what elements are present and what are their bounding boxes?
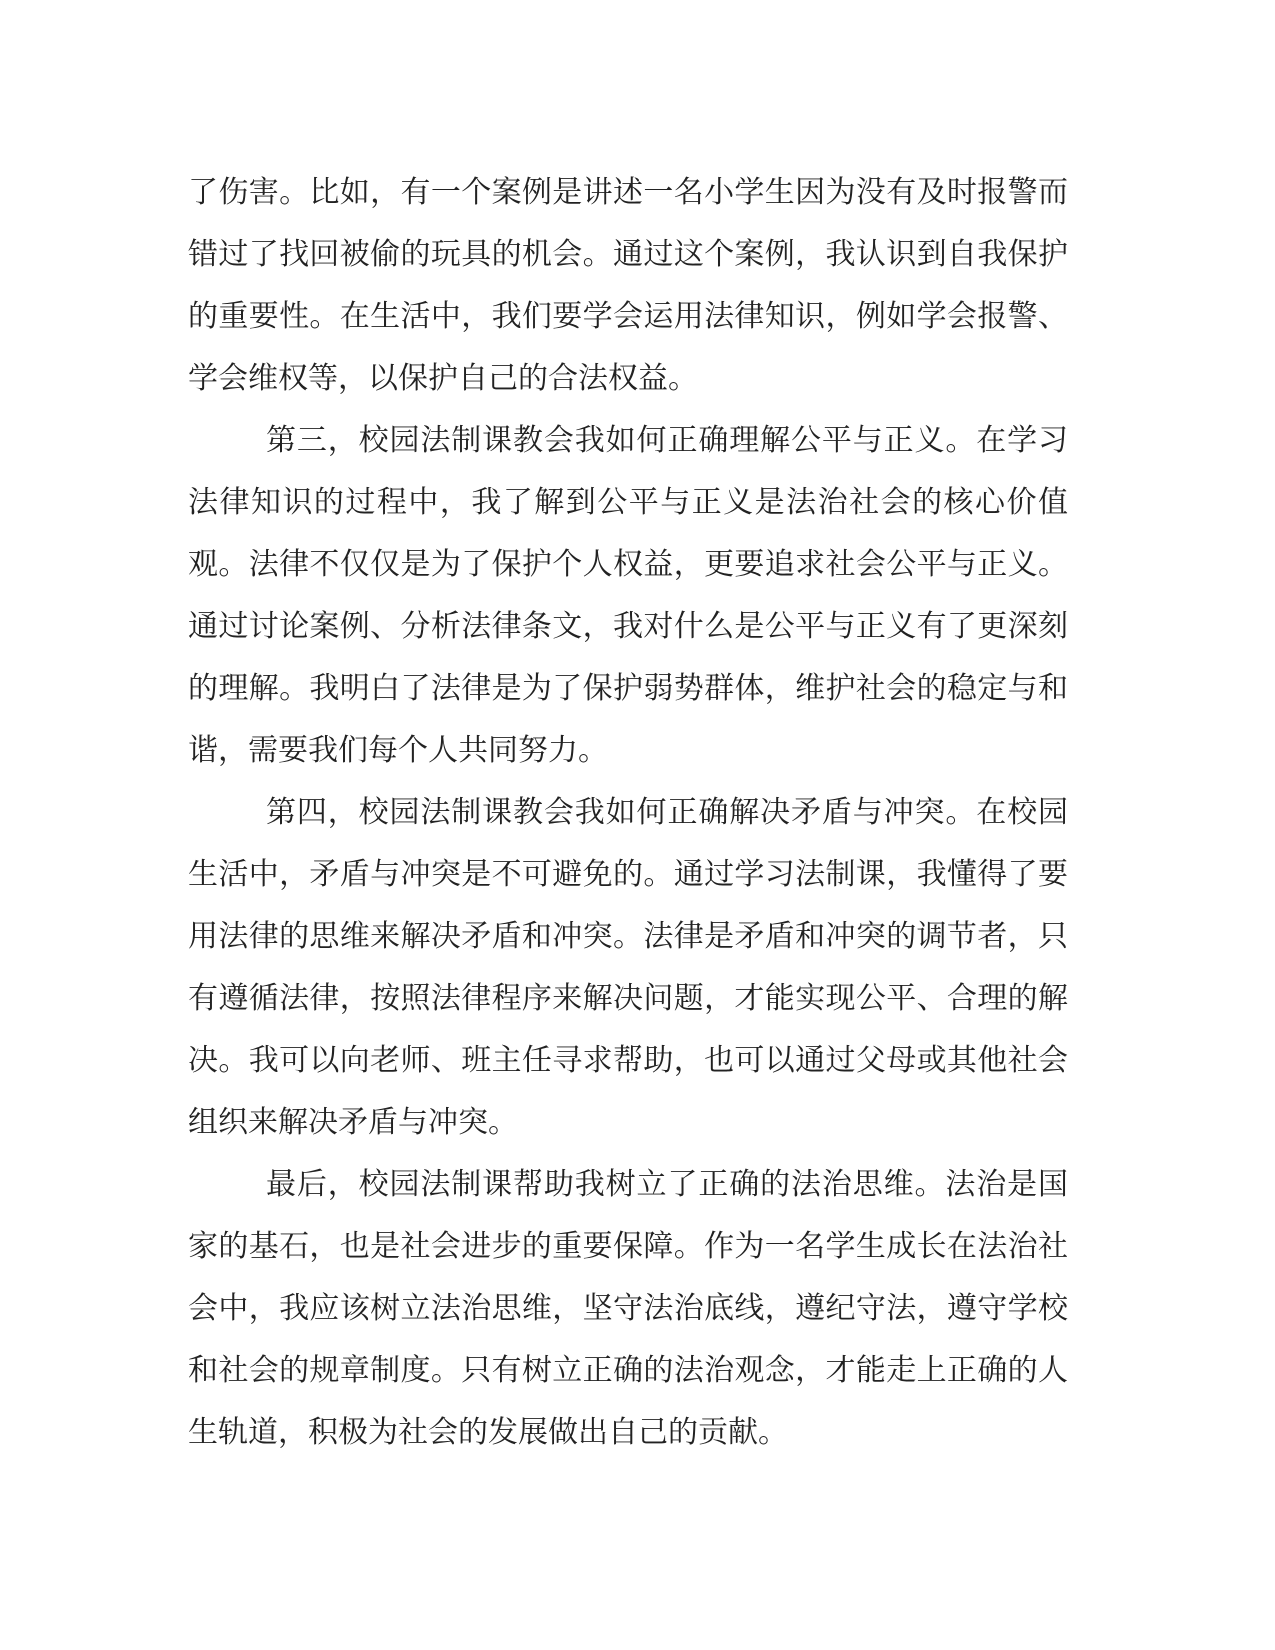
paragraph-conflict-resolution: 第四，校园法制课教会我如何正确解决矛盾与冲突。在校园生活中，矛盾与冲突是不可避免的。通过学习法制课，我懂得了要用法律的思维来解决矛盾和冲突。法律是矛盾和冲突的调节者，只有遵循法律，按照法律程序来解决问题，才能实现公平、合理的解决。我可以向老师、班主任寻求帮助，也可以通过父母或其他社会组织来解决矛盾与冲突。 [188, 795, 1068, 1140]
document-body [188, 162, 1068, 1464]
paragraph-self-protection: 了伤害。比如，有一个案例是讲述一名小学生因为没有及时报警而错过了找回被偷的玩具的机会。通过这个案例，我认识到自我保护的重要性。在生活中，我们要学会运用法律知识，例如学会报警、学会维权等，以保护自己的合法权益。 [188, 175, 1068, 396]
paragraph-rule-of-law-thinking: 最后，校园法制课帮助我树立了正确的法治思维。法治是国家的基石，也是社会进步的重要保障。作为一名学生成长在法治社会中，我应该树立法治思维，坚守法治底线，遵纪守法，遵守学校和社会的规章制度。只有树立正确的法治观念，才能走上正确的人生轨道，积极为社会的发展做出自己的贡献。 [188, 1167, 1068, 1450]
paragraph-fairness-justice: 第三，校园法制课教会我如何正确理解公平与正义。在学习法律知识的过程中，我了解到公平与正义是法治社会的核心价值观。法律不仅仅是为了保护个人权益，更要追求社会公平与正义。通过讨论案例、分析法律条文，我对什么是公平与正义有了更深刻的理解。我明白了法律是为了保护弱势群体，维护社会的稳定与和谐，需要我们每个人共同努力。 [188, 423, 1068, 768]
